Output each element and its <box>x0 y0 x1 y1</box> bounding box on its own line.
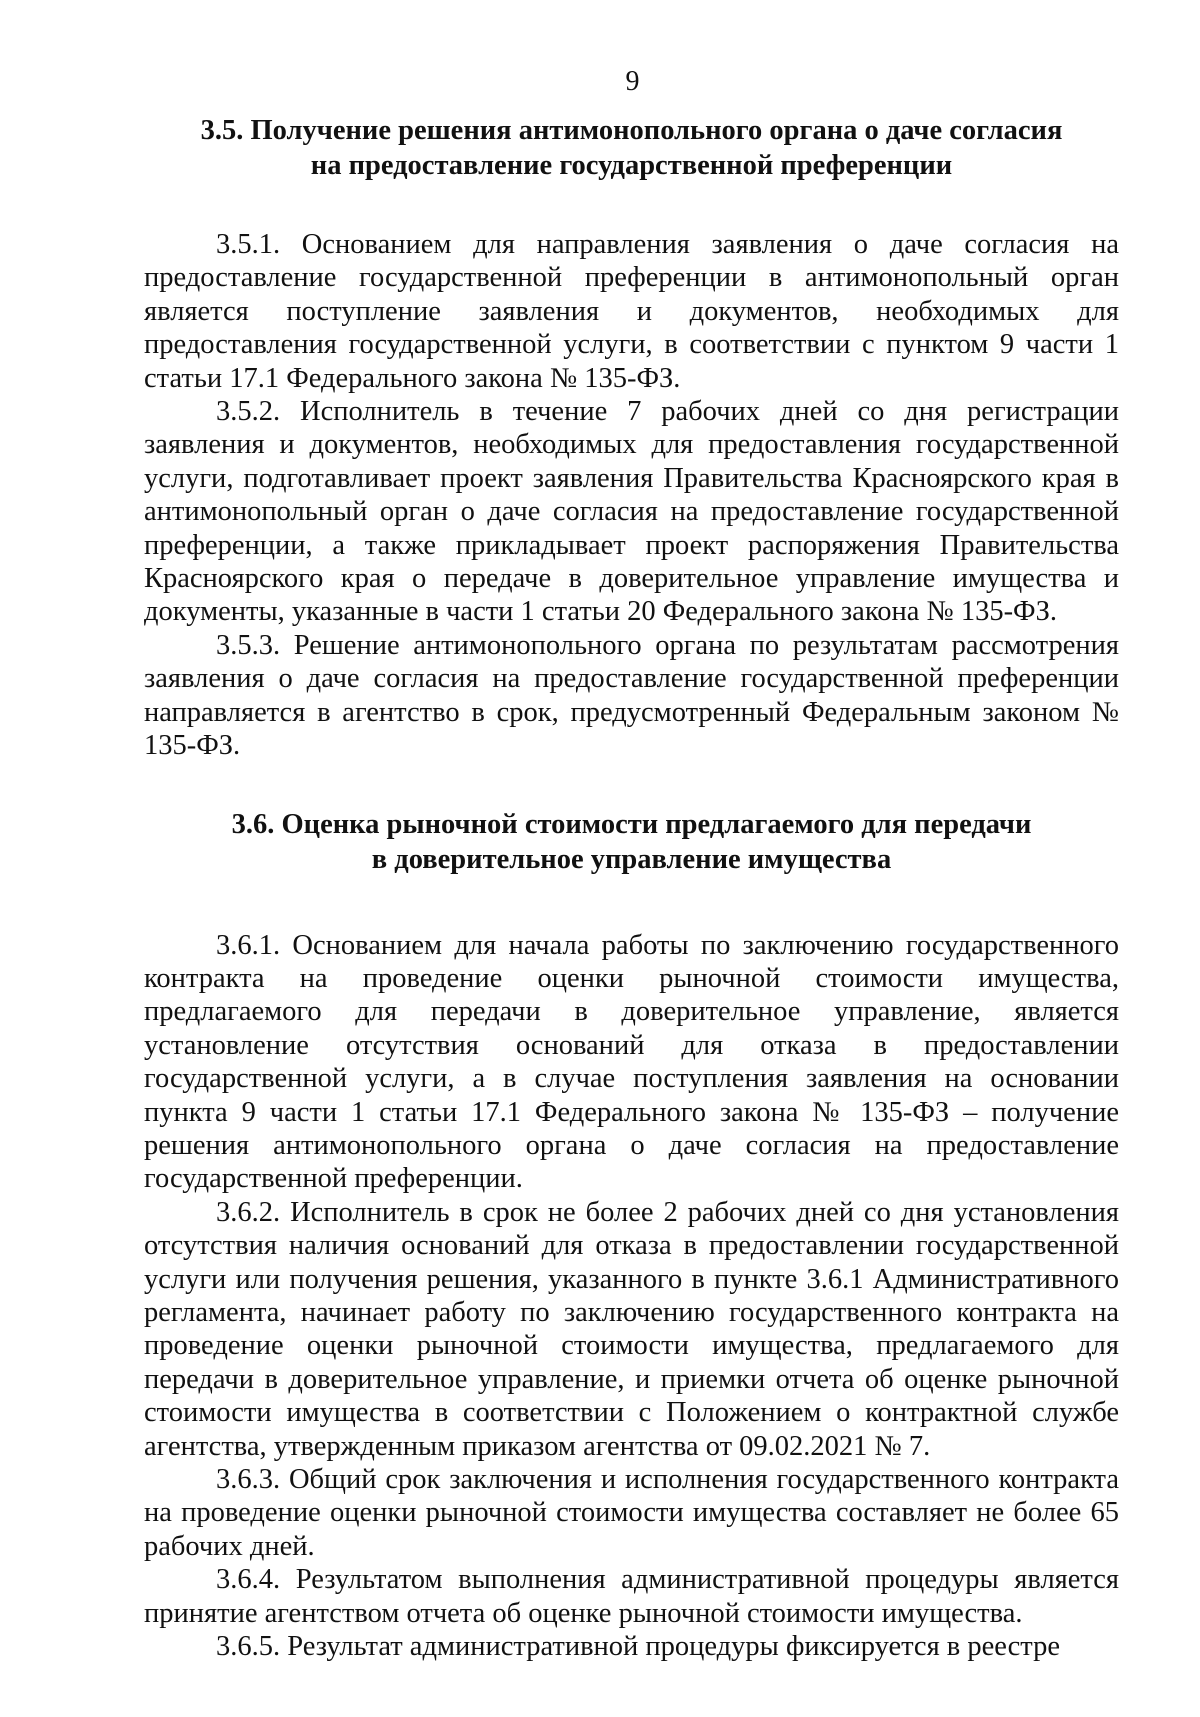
section-3-6-heading-line-1: 3.6. Оценка рыночной стоимости предлагаемого для передачи <box>231 808 1032 840</box>
paragraph-3-6-5: 3.6.5. Результат административной процедуры фиксируется в реестре <box>216 1631 1060 1663</box>
section-3-6-heading-line-2: в доверительное управление имущества <box>371 843 892 875</box>
page-number: 9 <box>625 66 640 97</box>
document-body <box>144 113 1119 1663</box>
paragraph-3-6-3: 3.6.3. Общий срок заключения и исполнения государственного контракта на проведение оценки рыночной стоимости имущества составляет не более 65 рабочих дней. <box>144 1464 1119 1562</box>
section-3-6-heading <box>144 807 1119 877</box>
paragraph-3-5-1: 3.5.1. Основанием для направления заявления о даче согласия на предоставление государственной преференции в антимонопольный орган является поступление заявления и документов, необходимых для предоставления государственной услуги, в соответствии с пунктом 9 части 1 статьи 17.1 Федерального закона № 135-ФЗ. <box>144 229 1119 394</box>
section-3-5-heading-line-2: на предоставление государственной преференции <box>310 150 953 181</box>
paragraph-3-6-4: 3.6.4. Результатом выполнения административной процедуры является принятие агентством отчета об оценке рыночной стоимости имущества. <box>144 1564 1119 1629</box>
paragraph-3-6-1: 3.6.1. Основанием для начала работы по заключению государственного контракта на проведение оценки рыночной стоимости имущества, предлагаемого для передачи в доверительное управление, является установление отсутствия оснований для отказа в предоставлении государственной услуги, а в случае поступления заявления на основании пункта 9 части 1 статьи 17.1 Федерального закона № 135-ФЗ – получение решения антимонопольного органа о даче согласия на предоставление государственной преференции. <box>144 929 1119 1195</box>
paragraph-3-6-2: 3.6.2. Исполнитель в срок не более 2 рабочих дней со дня установления отсутствия наличия оснований для отказа в предоставлении государственной услуги или получения решения, указанного в пункте 3.6.1 Административного регламента, начинает работу по заключению государственного контракта на проведение оценки рыночной стоимости имущества, предлагаемого для передачи в доверительное управление, и приемки отчета об оценке рыночной стоимости имущества в соответствии с Положением о контрактной службе агентства, утвержденным приказом агентства от 09.02.2021 № 7. <box>144 1196 1119 1462</box>
section-3-5-heading-line-1: 3.5. Получение решения антимонопольного органа о даче согласия <box>200 115 1063 146</box>
paragraph-3-5-3: 3.5.3. Решение антимонопольного органа по результатам рассмотрения заявления о даче согласия на предоставление государственной преференции направляется в агентство в срок, предусмотренный Федеральным законом № 135-ФЗ. <box>144 629 1119 762</box>
paragraph-3-5-2: 3.5.2. Исполнитель в течение 7 рабочих дней со дня регистрации заявления и документов, необходимых для предоставления государственной услуги, подготавливает проект заявления Правительства Красноярского края в антимонопольный орган о даче согласия на предоставление государственной преференции, а также прикладывает проект распоряжения Правительства Красноярского края о передаче в доверительное управление имущества и документы, указанные в части 1 статьи 20 Федерального закона № 135-ФЗ. <box>144 396 1119 628</box>
section-3-5-heading <box>144 113 1119 183</box>
